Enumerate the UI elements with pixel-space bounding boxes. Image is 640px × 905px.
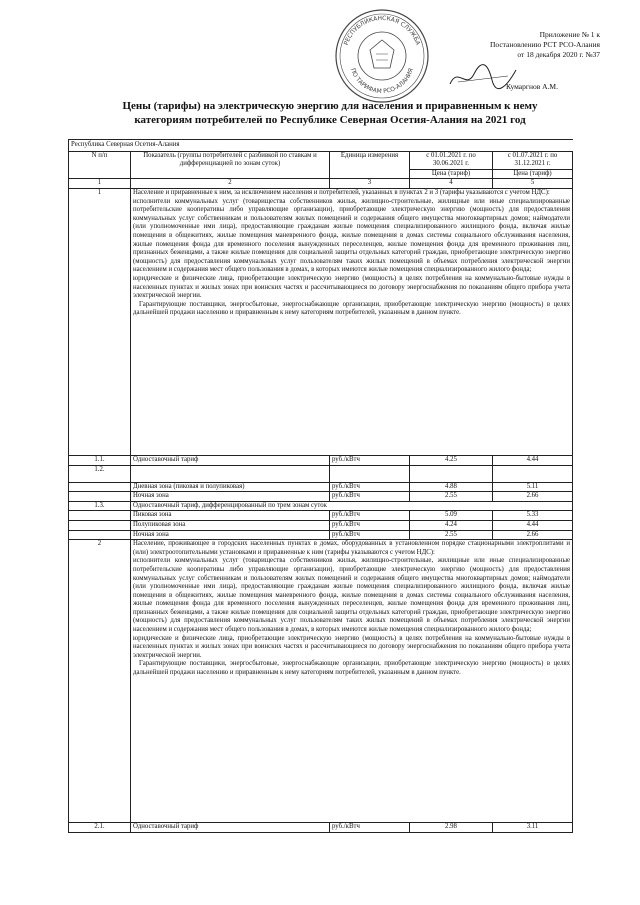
svg-text:РЕСПУБЛИКАНСКАЯ СЛУЖБА: РЕСПУБЛИКАНСКАЯ СЛУЖБА: [342, 14, 422, 47]
section-paragraph: Гарантирующие поставщики, энергосбытовые, энергоснабжающие организации, приобретающие электрическую энергию (мощность) в целях дальнейшей продажи населению и приравненным к нему категориям потребителей, указанным в данном пункте.: [133, 660, 571, 677]
section-paragraph: юридические и физические лица, приобретающие электрическую энергию (мощность) в целях потребления на коммунально-бытовые нужды в населенных пунктах и жилых зонах при воинских частях и рассчитывающиеся по договору энергоснабжения по показаниям общего прибора учета электрической энергии.: [133, 634, 571, 659]
row-price-2: 3.11: [493, 823, 573, 833]
table-row: [69, 501, 573, 511]
row-unit: руб./кВтч: [330, 823, 410, 833]
row-unit: руб./кВтч: [330, 530, 410, 540]
col-number: 5: [493, 179, 573, 189]
row-name: Ночная зона: [131, 530, 330, 540]
row-num: 1.1.: [69, 455, 131, 465]
column-number-row: [69, 179, 573, 189]
section-paragraph: исполнители коммунальных услуг (товарищества собственников жилья, жилищно-строительные, жилищные или иные специализированные потребительские кооперативы либо управляющие организации), приобретающие электрическую энергию (мощность) для предоставления коммунальных услуг собственникам и пользователям жилых помещений и содержания общего имущества многоквартирных домов; наймодатели (или уполномоченные ими лица), предоставляющие гражданам жилые помещения специализированного жилищного фонда, включая жилые помещения в общежитиях, жилые помещения маневренного фонда, жилые помещения в домах системы социального обслуживания населения, жилые помещения фонда для временного поселения вынужденных переселенцев, жилые помещения фонда для временного проживания лиц, признанных беженцами, а также жилые помещения для социальной защиты отдельных категорий граждан, приобретающие электрическую энергию (мощность) для предоставления коммунальных услуг пользователям таких жилых помещений в объемах потребления электрической энергии населением и содержания мест общего пользования в домах, в которых имеются жилые помещения специализированного жилого фонда;: [133, 557, 571, 634]
approval-line-1: Приложение № 1 к: [539, 30, 600, 39]
approval-block: [420, 30, 600, 60]
section-2-row: [69, 540, 573, 823]
svg-text:ПО ТАРИФАМ РСО-АЛАНИЯ: ПО ТАРИФАМ РСО-АЛАНИЯ: [349, 67, 415, 96]
row-num: [69, 492, 131, 502]
col-number: 4: [410, 179, 493, 189]
header-num: N п/п: [69, 151, 131, 179]
row-name: Одноставочный тариф, дифференцированный по трем зонам суток: [131, 501, 573, 511]
row-price-1: 4.25: [410, 455, 493, 465]
section-2-description: [131, 540, 573, 823]
header-price-2: Цена (тариф): [493, 169, 573, 179]
table-row: [69, 465, 573, 482]
table-row: [69, 455, 573, 465]
row-price-2: 4.44: [493, 455, 573, 465]
tariff-table: [68, 139, 573, 833]
header-period-2: с 01.07.2021 г. по 31.12.2021 г.: [493, 151, 573, 169]
row-price-1: [410, 465, 493, 482]
row-name: Одноставочный тариф: [131, 823, 330, 833]
row-name: Полупиковая зона: [131, 520, 330, 530]
row-price-2: 2.66: [493, 492, 573, 502]
row-name: Дневная зона (пиковая и полупиковая): [131, 482, 330, 492]
header-period-1: с 01.01.2021 г. по 30.06.2021 г.: [410, 151, 493, 169]
document-title: [40, 99, 620, 127]
row-unit: [330, 465, 410, 482]
row-name: Пиковая зона: [131, 511, 330, 521]
signer-name: Кумаргнов А.М.: [506, 82, 558, 91]
header-unit: Единица измерения: [330, 151, 410, 179]
row-num: [69, 530, 131, 540]
row-num: 1.2.: [69, 465, 131, 482]
row-name: Ночная зона: [131, 492, 330, 502]
row-unit: руб./кВтч: [330, 511, 410, 521]
row-unit: руб./кВтч: [330, 455, 410, 465]
row-unit: руб./кВтч: [330, 520, 410, 530]
row-num: 1.3.: [69, 501, 131, 511]
section-1-num: 1: [69, 188, 131, 455]
row-price-2: 5.33: [493, 511, 573, 521]
section-1-row: [69, 188, 573, 455]
approval-line-2: Постановлению РСТ РСО-Алания: [489, 40, 600, 49]
row-num: 2.1.: [69, 823, 131, 833]
table-row: [69, 520, 573, 530]
table-row: [69, 823, 573, 833]
header-price-1: Цена (тариф): [410, 169, 493, 179]
row-price-1: 5.09: [410, 511, 493, 521]
row-price-1: 2.98: [410, 823, 493, 833]
row-name: Одноставочный тариф: [131, 455, 330, 465]
table-row: [69, 511, 573, 521]
section-paragraph: Гарантирующие поставщики, энергосбытовые, энергоснабжающие организации, приобретающие электрическую энергию (мощность) в целях дальнейшей продажи населению и приравненным к нему категориям потребителей, указанным в данном пункте.: [133, 300, 571, 317]
col-number: 1: [69, 179, 131, 189]
col-number: 3: [330, 179, 410, 189]
section-paragraph: Население, проживающее в городских населенных пунктах в домах, оборудованных в установленном порядке стационарными электроплитами и (или) электроотопительными установками и приравненные к ним (тарифы указываются с учетом НДС):: [133, 540, 571, 556]
official-stamp-icon: [332, 6, 432, 106]
row-num: [69, 520, 131, 530]
row-price-2: 2.66: [493, 530, 573, 540]
table-row: [69, 482, 573, 492]
row-price-1: 2.55: [410, 492, 493, 502]
header-indicator: Показатель (группы потребителей с разбивкой по ставкам и дифференциацией по зонам суток): [131, 151, 330, 179]
region-name: Республика Северная Осетия-Алания: [69, 140, 573, 152]
title-line-2: категориям потребителей по Республике Северная Осетия-Алания на 2021 год: [134, 114, 526, 126]
table-row: [69, 530, 573, 540]
row-num: [69, 482, 131, 492]
header-row: [69, 151, 573, 169]
section-paragraph: юридические и физические лица, приобретающие электрическую энергию (мощность) в целях потребления на коммунально-бытовые нужды в населенных пунктах и жилых зонах при воинских частях и рассчитывающиеся по договору энергоснабжения по показаниям общего прибора учета электрической энергии.: [133, 274, 571, 300]
row-price-2: 5.11: [493, 482, 573, 492]
row-unit: руб./кВтч: [330, 482, 410, 492]
section-paragraph: Население и приравненные к ним, за исключением населения и потребителей, указанных в пунктах 2 и 3 (тарифы указываются с учетом НДС):: [133, 188, 550, 196]
section-1-description: [131, 188, 573, 455]
table-row: [69, 492, 573, 502]
col-number: 2: [131, 179, 330, 189]
section-2-num: 2: [69, 540, 131, 823]
signature-icon: [448, 62, 518, 92]
title-line-1: Цены (тарифы) на электрическую энергию для населения и приравненным к нему: [122, 100, 538, 112]
row-price-2: [493, 465, 573, 482]
row-price-1: 4.24: [410, 520, 493, 530]
row-num: [69, 511, 131, 521]
section-paragraph: исполнители коммунальных услуг (товарищества собственников жилья, жилищно-строительные, жилищные или иные специализированные потребительские кооперативы либо управляющие организации), приобретающие электрическую энергию (мощность) для предоставления коммунальных услуг собственникам и пользователям жилых помещений и содержания общего имущества многоквартирных домов; наймодатели (или уполномоченные ими лица), предоставляющие гражданам жилые помещения специализированного жилищного фонда, включая жилые помещения в общежитиях, жилые помещения маневренного фонда, жилые помещения в домах системы социального обслуживания населения, жилые помещения фонда для временного поселения вынужденных переселенцев, жилые помещения фонда для временного проживания лиц, признанных беженцами, а также жилые помещения для социальной защиты отдельных категорий граждан, приобретающие электрическую энергию (мощность) для предоставления коммунальных услуг пользователям таких жилых помещений в объемах потребления электрической энергии населением и содержания мест общего пользования в домах, в которых имеются жилые помещения специализированного жилого фонда;: [133, 197, 571, 274]
row-name: [131, 465, 330, 482]
row-unit: руб./кВтч: [330, 492, 410, 502]
row-price-1: 4.88: [410, 482, 493, 492]
region-row: [69, 140, 573, 152]
approval-line-3: от 18 декабря 2020 г. №37: [517, 50, 600, 59]
row-price-2: 4.44: [493, 520, 573, 530]
row-price-1: 2.55: [410, 530, 493, 540]
